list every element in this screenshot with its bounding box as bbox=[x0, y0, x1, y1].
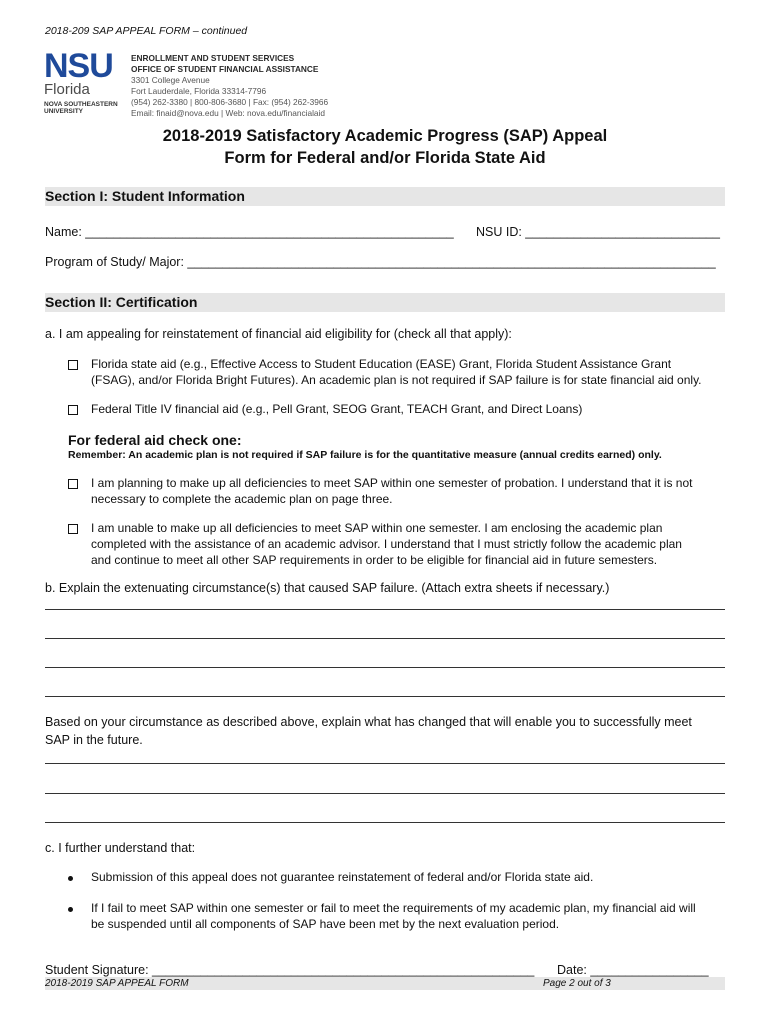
signature-field[interactable]: Student Signature: _______________________________________________________ bbox=[45, 963, 535, 977]
federal-option1-line2: necessary to complete the academic plan on page three. bbox=[91, 492, 393, 506]
federal-option2-line2: completed with the assistance of an academic advisor. I understand that I must strictly follow the academic plan bbox=[91, 537, 682, 551]
office-line: ENROLLMENT AND STUDENT SERVICES bbox=[131, 53, 295, 63]
part-c-label: c. I further understand that: bbox=[45, 841, 196, 855]
remember-note: Remember: An academic plan is not required if SAP failure is for the quantitative measure (annual credits earned) only. bbox=[68, 449, 662, 461]
changes-line[interactable] bbox=[45, 822, 725, 823]
bullet2-line2: be suspended until all components of SAP have been met by the next evaluation period. bbox=[91, 917, 560, 931]
changes-label-line2: SAP in the future. bbox=[45, 733, 143, 747]
office-line: 3301 College Avenue bbox=[131, 75, 210, 85]
explanation-line[interactable] bbox=[45, 609, 725, 610]
section1-heading bbox=[45, 187, 725, 206]
federal-option2-line1: I am unable to make up all deficiencies to meet SAP within one semester. I am enclosing the academic plan bbox=[91, 521, 663, 535]
checkbox-state-aid[interactable] bbox=[68, 360, 78, 370]
nsu-logo bbox=[44, 47, 122, 123]
section1-heading-text: Section I: Student Information bbox=[45, 188, 245, 204]
nsu-id-field[interactable]: NSU ID: ____________________________ bbox=[476, 225, 720, 239]
office-address-block bbox=[131, 53, 328, 119]
option-federal-aid: Federal Title IV financial aid (e.g., Pell Grant, SEOG Grant, TEACH Grant, and Direct Loans) bbox=[91, 402, 583, 416]
checkbox-federal-option-plan[interactable] bbox=[68, 524, 78, 534]
logo-university-line2: UNIVERSITY bbox=[44, 108, 84, 115]
form-title bbox=[0, 125, 770, 169]
changes-line[interactable] bbox=[45, 763, 725, 764]
changes-line[interactable] bbox=[45, 793, 725, 794]
checkbox-federal-aid[interactable] bbox=[68, 405, 78, 415]
title-line2: Form for Federal and/or Florida State Aid bbox=[224, 149, 546, 167]
date-field[interactable]: Date: _________________ bbox=[557, 963, 709, 977]
office-line: Email: finaid@nova.edu | Web: nova.edu/financialaid bbox=[131, 108, 325, 118]
changes-label-line1: Based on your circumstance as described above, explain what has changed that will enable you to successfully meet bbox=[45, 715, 692, 729]
option-state-aid-line2: (FSAG), and/or Florida Bright Futures). An academic plan is not required if SAP failure is for state financial aid only. bbox=[91, 373, 702, 387]
footer-form-name: 2018-2019 SAP APPEAL FORM bbox=[45, 978, 189, 989]
section2-heading-text: Section II: Certification bbox=[45, 294, 198, 310]
federal-aid-heading: For federal aid check one: bbox=[68, 432, 242, 448]
office-line: OFFICE OF STUDENT FINANCIAL ASSISTANCE bbox=[131, 64, 319, 74]
top-note: 2018-209 SAP APPEAL FORM – continued bbox=[45, 25, 248, 37]
checkbox-federal-option-probation[interactable] bbox=[68, 479, 78, 489]
bullet-dot bbox=[68, 907, 73, 912]
office-line: Fort Lauderdale, Florida 33314-7796 bbox=[131, 86, 267, 96]
explanation-line[interactable] bbox=[45, 667, 725, 668]
federal-option2-line3: and continue to meet all other SAP requirements in order to be eligible for financial aid in future semesters. bbox=[91, 553, 658, 567]
bullet-dot bbox=[68, 876, 73, 881]
explanation-line[interactable] bbox=[45, 638, 725, 639]
part-b-label: b. Explain the extenuating circumstance(s) that caused SAP failure. (Attach extra sheets if necessary.) bbox=[45, 581, 610, 595]
program-field[interactable]: Program of Study/ Major: ____________________________________________________________________________ bbox=[45, 255, 716, 269]
option-state-aid-line1: Florida state aid (e.g., Effective Access to Student Education (EASE) Grant, Florida Student Assistance Grant bbox=[91, 357, 672, 371]
name-field[interactable]: Name: _____________________________________________________ bbox=[45, 225, 454, 239]
footer-page-number: Page 2 out of 3 bbox=[543, 978, 611, 989]
part-a-label: a. I am appealing for reinstatement of financial aid eligibility for (check all that apply): bbox=[45, 327, 512, 341]
logo-university-line1: NOVA SOUTHEASTERN bbox=[44, 101, 118, 108]
section2-heading bbox=[45, 293, 725, 312]
explanation-line[interactable] bbox=[45, 696, 725, 697]
title-line1: 2018-2019 Satisfactory Academic Progress (SAP) Appeal bbox=[162, 127, 608, 145]
federal-option1-line1: I am planning to make up all deficiencies to meet SAP within one semester of probation. I understand that it is not bbox=[91, 476, 693, 490]
logo-nsu-text: NSU bbox=[44, 47, 113, 85]
office-line: (954) 262-3380 | 800-806-3680 | Fax: (954) 262-3966 bbox=[131, 97, 329, 107]
logo-florida-text: Florida bbox=[44, 81, 90, 98]
bullet2-line1: If I fail to meet SAP within one semester or fail to meet the requirements of my academic plan, my financial aid will bbox=[91, 901, 696, 915]
bullet1-text: Submission of this appeal does not guarantee reinstatement of federal and/or Florida state aid. bbox=[91, 870, 594, 884]
